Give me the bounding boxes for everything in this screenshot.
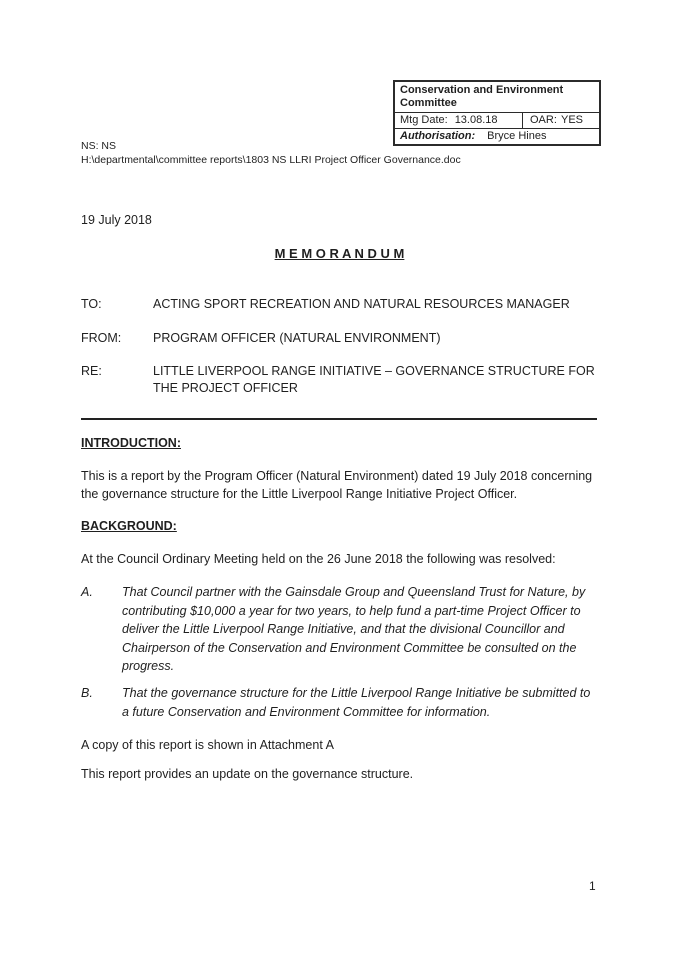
from-value: PROGRAM OFFICER (NATURAL ENVIRONMENT) xyxy=(153,331,441,345)
resolution-b-text: That the governance structure for the Little Liverpool Range Initiative be submitted to a future Conservation and Environment Committee for information. xyxy=(122,686,591,719)
re-label: RE: xyxy=(81,364,102,378)
resolution-item-a xyxy=(81,583,600,676)
document-date: 19 July 2018 xyxy=(81,213,152,227)
from-label: FROM: xyxy=(81,331,122,345)
meeting-date-cell xyxy=(395,113,523,128)
section-divider-rule xyxy=(81,418,597,420)
memo-title: M E M O R A N D U M xyxy=(274,246,405,261)
authorisation-value: Bryce Hines xyxy=(487,130,547,142)
to-value: ACTING SPORT RECREATION AND NATURAL RESOURCES MANAGER xyxy=(153,297,570,311)
update-note-paragraph: This report provides an update on the governance structure. xyxy=(81,767,414,781)
reference-initials: NS: NS xyxy=(81,140,117,152)
oar-label: OAR: xyxy=(530,114,557,126)
addressing-row-from xyxy=(81,330,599,347)
page-number: 1 xyxy=(589,879,596,893)
authorisation-label: Authorisation: xyxy=(400,130,476,142)
addressing-row-to xyxy=(81,296,599,313)
file-path: H:\departmental\committee reports\1803 NS LLRI Project Officer Governance.doc xyxy=(81,154,461,166)
introduction-paragraph: This is a report by the Program Officer (Natural Environment) dated 19 July 2018 concerning the governance structure for the Little Liverpool Range Initiative Project Officer. xyxy=(81,469,593,501)
meeting-date-row xyxy=(395,113,599,129)
to-label: TO: xyxy=(81,297,102,311)
resolution-a-text: That Council partner with the Gainsdale Group and Queensland Trust for Nature, by contributing $10,000 a year for two years, to help fund a part-time Project Officer to deliver the Little Liverpool Range Initiative, and that the divisional Councillor and Chairperson of the Conservation and Environment Committee be consulted on the progress. xyxy=(122,585,586,673)
background-heading: BACKGROUND: xyxy=(81,519,177,533)
oar-cell xyxy=(523,113,599,128)
committee-header-table xyxy=(393,80,601,146)
addressing-row-re xyxy=(81,363,599,397)
background-intro-paragraph: At the Council Ordinary Meeting held on the 26 June 2018 the following was resolved: xyxy=(81,552,556,566)
resolution-item-b xyxy=(81,684,600,721)
introduction-heading: INTRODUCTION: xyxy=(81,436,181,450)
resolution-b-label: B. xyxy=(81,686,93,700)
resolution-a-label: A. xyxy=(81,585,93,599)
attachment-note-paragraph: A copy of this report is shown in Attachment A xyxy=(81,738,334,752)
meeting-date-value: 13.08.18 xyxy=(454,114,498,126)
committee-name: Conservation and Environment Committee xyxy=(395,82,599,113)
re-value: LITTLE LIVERPOOL RANGE INITIATIVE – GOVERNANCE STRUCTURE FOR THE PROJECT OFFICER xyxy=(153,364,595,395)
document-meta xyxy=(81,139,461,167)
oar-value: YES xyxy=(560,114,583,126)
meeting-date-label: Mtg Date: xyxy=(400,114,448,126)
